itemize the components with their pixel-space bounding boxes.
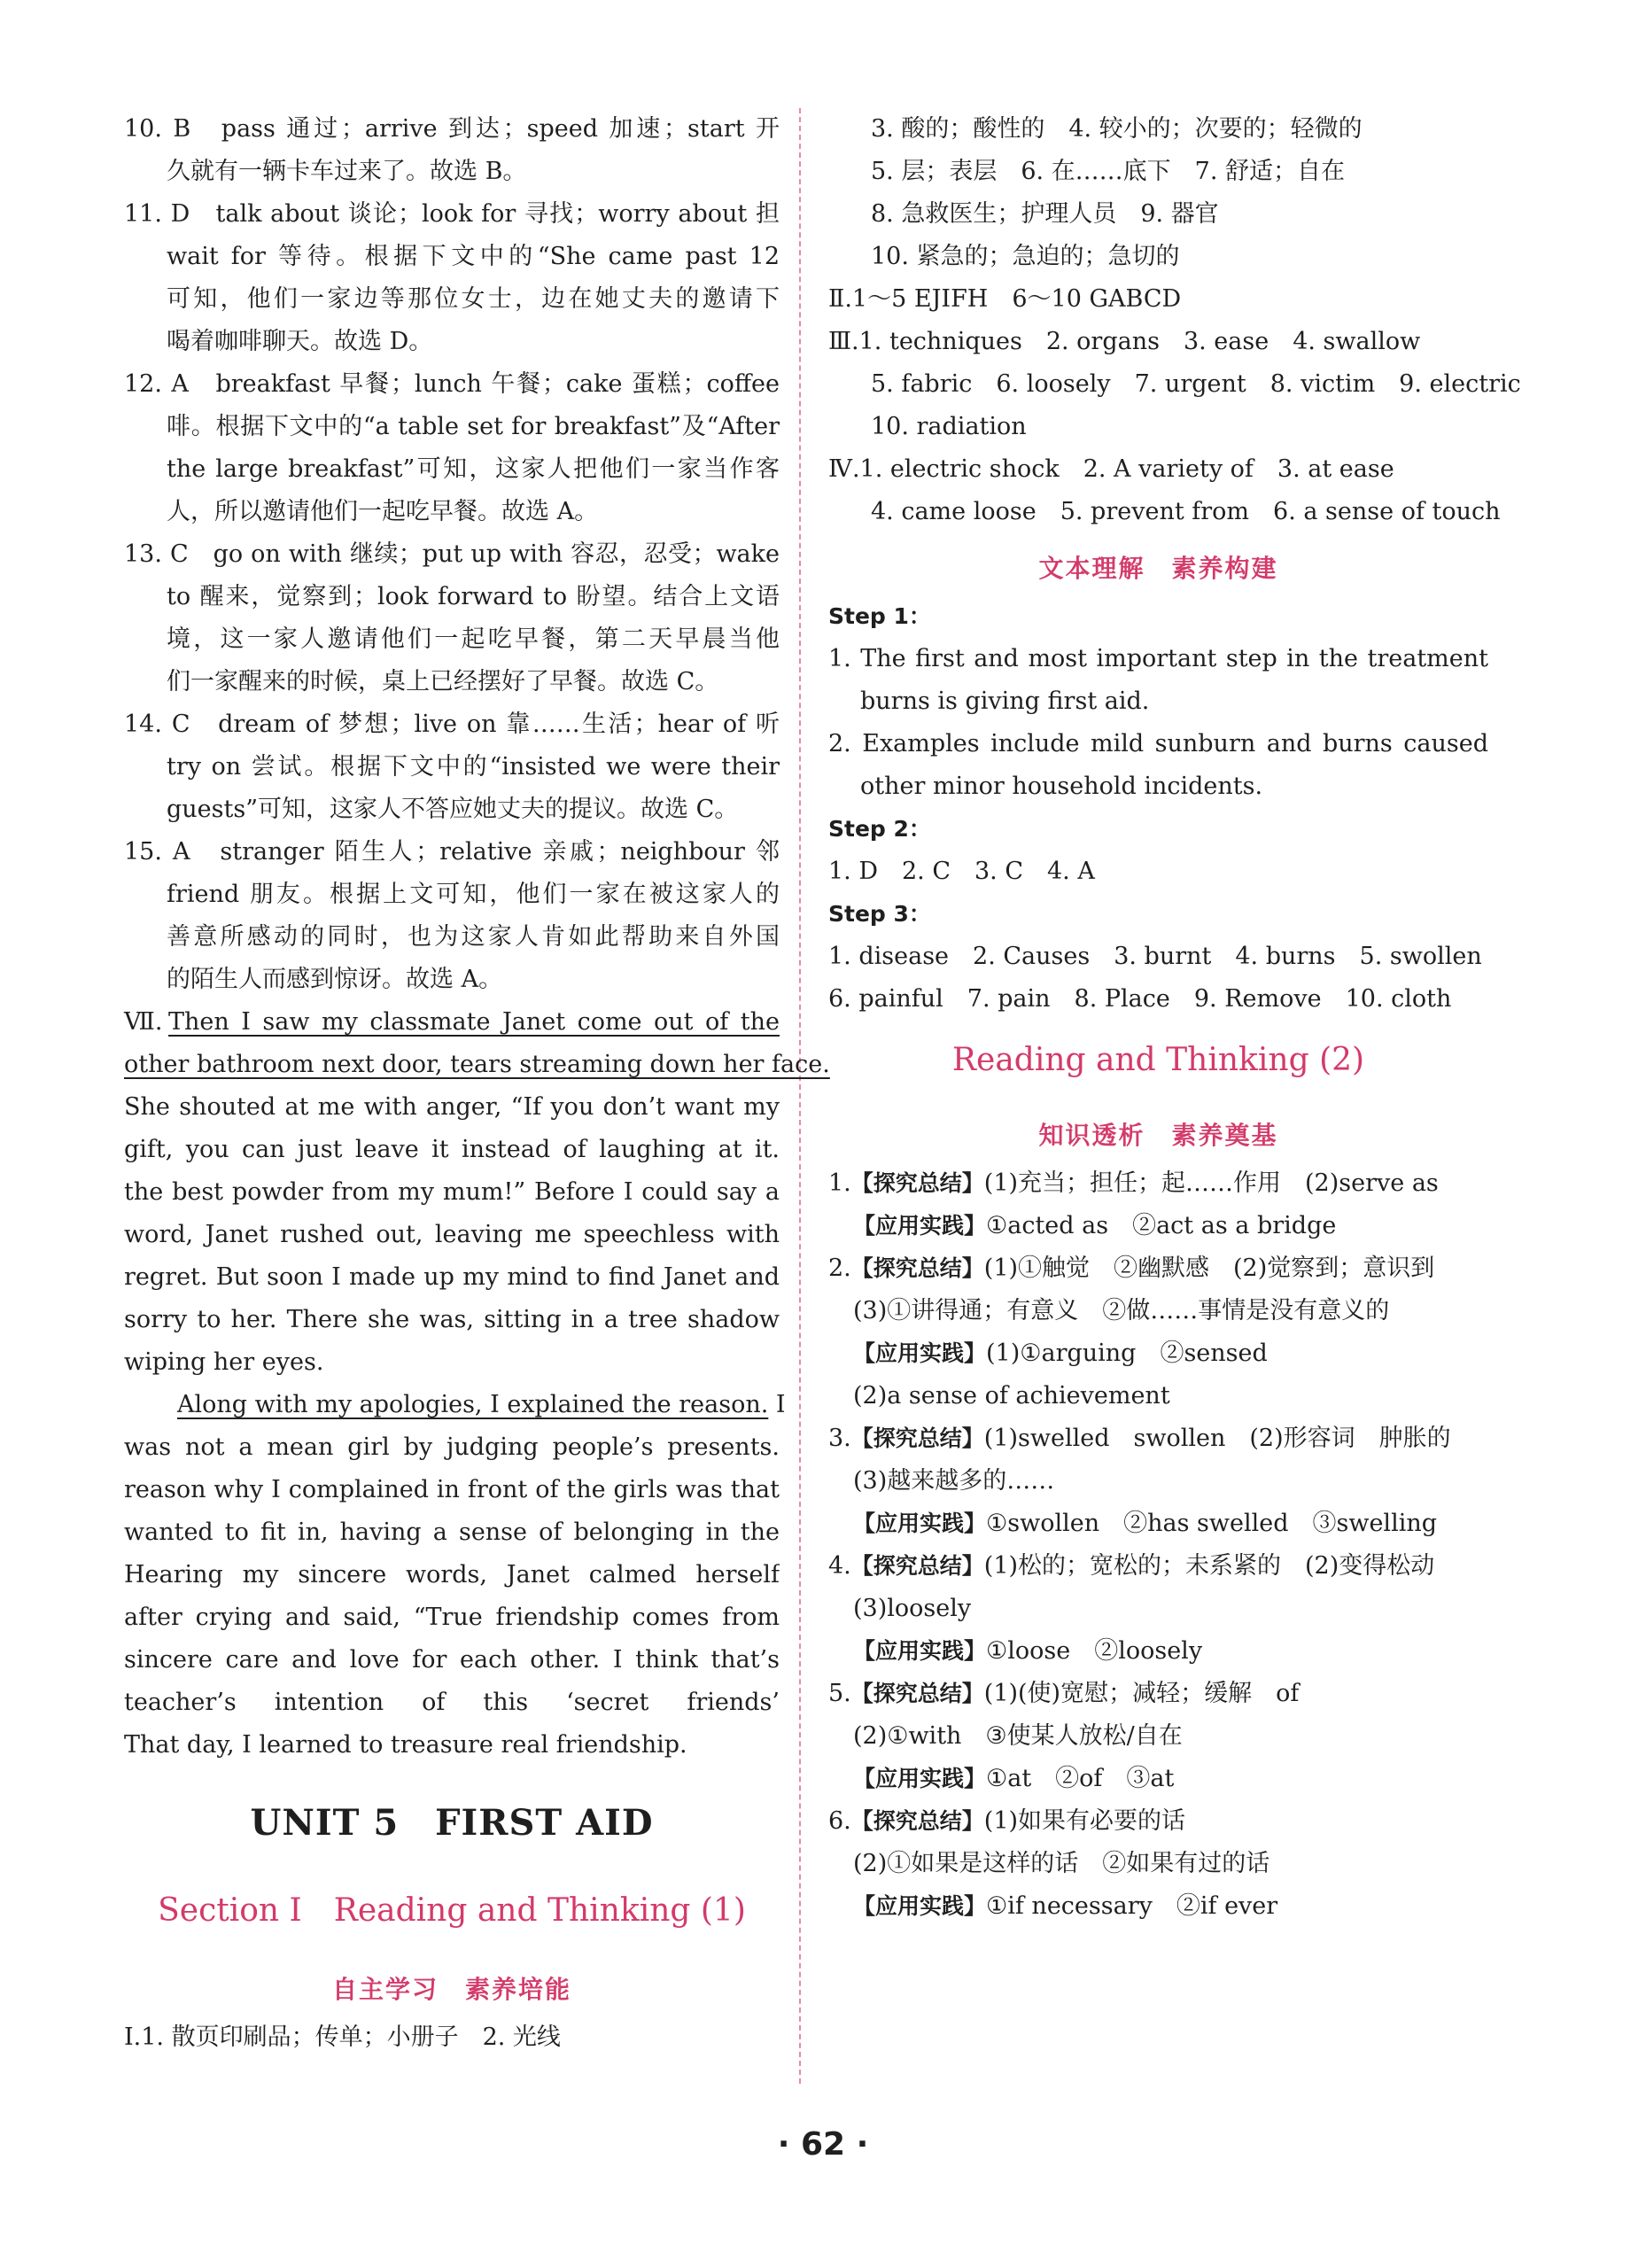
essay-paragraph-1 (124, 1001, 830, 1384)
vocab-continued (828, 108, 1488, 278)
text-line (828, 1418, 1488, 1460)
text-line (828, 1800, 1488, 1843)
part-3 (828, 321, 1521, 448)
underlined-sentence: Then I saw my classmate Janet come out of the (168, 1008, 780, 1036)
text-line: teacher’s intention of this ‘secret friends’ (124, 1689, 780, 1716)
step-label: Step 3： (828, 901, 931, 927)
right-column (828, 108, 1521, 1928)
left-column (124, 108, 830, 2059)
spacer (124, 1942, 780, 1963)
text-line: Ⅳ.1. electric shock 2. A variety of 3. at ease (828, 455, 1394, 483)
text-line: regret. But soon I made up my mind to find Janet and (124, 1263, 780, 1291)
text-line: burns is giving first aid. (860, 687, 1150, 715)
text-line: guests”可知，这家人不答应她丈夫的提议。故选 C。 (167, 796, 739, 823)
text-line: 善意所感动的同时，也为这家人肯如此帮助来自外国 (167, 923, 780, 951)
step-label: Step 1： (828, 603, 931, 629)
part-4 (828, 448, 1501, 533)
item-text: ①if necessary ②if ever (986, 1892, 1278, 1920)
tag-practice: 【应用实践】 (853, 1766, 987, 1791)
item-number: 3. (828, 1425, 851, 1452)
item-text: (1)①触觉 ②幽默感 (2)觉察到；意识到 (983, 1254, 1435, 1282)
tag-summary: 【探究总结】 (850, 1681, 984, 1706)
knowledge-item-4 (828, 1545, 1488, 1673)
answer-item-15 (124, 831, 780, 1001)
item-number: 1. (828, 1169, 851, 1197)
step-1-answers (828, 638, 1488, 808)
answer-item-10 (124, 108, 780, 193)
item-text: (1)(使)宽慰；减轻；缓解 of (983, 1680, 1300, 1707)
tag-practice: 【应用实践】 (853, 1638, 987, 1664)
section-title: Reading and Thinking (2) (951, 1042, 1365, 1078)
item-text: (1)①arguing ②sensed (986, 1340, 1268, 1367)
sub-heading: 文本理解 素养构建 (1038, 554, 1278, 583)
text-line: 12. A breakfast 早餐；lunch 午餐；cake 蛋糕；coffee (124, 370, 780, 398)
text-line: was not a mean girl by judging people’s presents. (124, 1433, 780, 1461)
item-text: (1)充当；担任；起……作用 (2)serve as (983, 1169, 1439, 1197)
text-line (828, 1545, 1488, 1588)
tag-practice: 【应用实践】 (853, 1893, 987, 1919)
item-number: 6. (828, 1807, 851, 1835)
tag-summary: 【探究总结】 (850, 1553, 984, 1579)
item-text: ①swollen ②has swelled ③swelling (986, 1510, 1438, 1537)
text-line (828, 1758, 1488, 1800)
step-3-answers (828, 936, 1488, 1021)
knowledge-item-2 (828, 1247, 1488, 1418)
step-label: Step 2： (828, 816, 931, 842)
text-line: word, Janet rushed out, leaving me speechless with (124, 1221, 780, 1248)
text-line: try on 尝试。根据下文中的“insisted we were their (167, 753, 780, 781)
text-line: Ⅲ.1. techniques 2. organs 3. ease 4. swallow (828, 328, 1421, 355)
text-line: the large breakfast”可知，这家人把他们一家当作客 (167, 455, 780, 483)
text-line: 10. radiation (871, 413, 1027, 440)
text-line: after crying and said, “True friendship comes from (124, 1604, 780, 1631)
item-text: (1)松的；宽松的；未系紧的 (2)变得松动 (983, 1552, 1435, 1580)
text-line: wiping her eyes. (124, 1348, 324, 1376)
text-line: 人，所以邀请他们一起吃早餐。故选 A。 (167, 498, 599, 525)
text-line: other minor household incidents. (860, 773, 1263, 800)
text-line: 3. 酸的；酸性的 4. 较小的；次要的；轻微的 (871, 115, 1363, 143)
underlined-sentence: other bathroom next door, tears streaming down her face. (124, 1051, 830, 1078)
text-line: 14. C dream of 梦想；live on 靠……生活；hear of 听 (124, 711, 780, 738)
text-line (828, 1162, 1488, 1205)
section-title: Section Ⅰ Reading and Thinking (1) (158, 1892, 746, 1929)
item-text: ①loose ②loosely (986, 1637, 1203, 1665)
knowledge-item-1 (828, 1162, 1488, 1247)
answer-item-13 (124, 533, 780, 703)
sub-heading: 知识透析 素养奠基 (1038, 1121, 1278, 1150)
item-text: (1)如果有必要的话 (983, 1807, 1186, 1835)
text-line: wait for 等待。根据下文中的“She came past 12 (167, 243, 780, 270)
item-text: (1)swelled swollen (2)形容词 肿胀的 (983, 1425, 1451, 1452)
answer-item-11 (124, 193, 780, 363)
text-line (828, 1630, 1488, 1673)
text-fragment: I (768, 1391, 786, 1418)
text-line: sincere care and love for each other. I think that’s (124, 1646, 780, 1674)
knowledge-item-5 (828, 1673, 1488, 1800)
answer-item-12 (124, 363, 780, 533)
text-line: sorry to her. There she was, sitting in a tree shadow (124, 1306, 780, 1333)
text-line: Ⅱ.1～5 EJIFH 6～10 GABCD (828, 285, 1182, 313)
item-number: 5. (828, 1680, 851, 1707)
text-line: 可知，他们一家边等那位女士，边在她丈夫的邀请下 (167, 285, 780, 313)
item-text: ①acted as ②act as a bridge (986, 1212, 1337, 1239)
text-line: to 醒来，觉察到；look forward to 盼望。结合上文语 (167, 583, 780, 610)
text-line: Ⅰ.1. 散页印刷品；传单；小册子 2. 光线 (124, 2023, 561, 2051)
text-line: 4. came loose 5. prevent from 6. a sense of touch (871, 498, 1501, 525)
text-line: (2)a sense of achievement (853, 1382, 1170, 1410)
text-line: 2. Examples include mild sunburn and burns caused (828, 730, 1488, 757)
item-number: 4. (828, 1552, 851, 1580)
text-line: She shouted at me with anger, “If you don’t want my (124, 1093, 780, 1121)
tag-practice: 【应用实践】 (853, 1213, 987, 1239)
text-line: 1. disease 2. Causes 3. burnt 4. burns 5. swollen (828, 943, 1482, 970)
text-line: (3)越来越多的…… (853, 1467, 1055, 1495)
text-line: 6. painful 7. pain 8. Place 9. Remove 10. cloth (828, 985, 1452, 1013)
text-line: Hearing my sincere words, Janet calmed herself (124, 1561, 780, 1588)
text-line: 1. The first and most important step in the treatment (828, 645, 1488, 672)
text-line: 8. 急救医生；护理人员 9. 器官 (871, 200, 1219, 228)
text-line: 5. 层；表层 6. 在……底下 7. 舒适；自在 (871, 158, 1346, 185)
text-line (828, 1247, 1488, 1290)
tag-practice: 【应用实践】 (853, 1340, 987, 1366)
section-label: Ⅶ. (124, 1008, 163, 1036)
text-line: 10. B pass 通过；arrive 到达；speed 加速；start 开 (124, 115, 780, 143)
tag-practice: 【应用实践】 (853, 1511, 987, 1536)
tag-summary: 【探究总结】 (850, 1170, 984, 1196)
text-line: 久就有一辆卡车过来了。故选 B。 (167, 158, 527, 185)
text-line: 喝着咖啡聊天。故选 D。 (167, 328, 433, 355)
text-line: (3)loosely (853, 1595, 972, 1622)
underlined-sentence: Along with my apologies, I explained the reason. (177, 1391, 769, 1418)
text-line: 的陌生人而感到惊讶。故选 A。 (167, 966, 503, 993)
text-line: the best powder from my mum!” Before I could say a (124, 1178, 780, 1206)
sub-heading: 自主学习 素养培能 (331, 1975, 571, 2004)
text-line: (3)①讲得通；有意义 ②做……事情是没有意义的 (853, 1297, 1390, 1324)
spacer (124, 1767, 780, 1788)
tag-summary: 【探究总结】 (850, 1255, 984, 1281)
knowledge-item-6 (828, 1800, 1488, 1928)
text-line (124, 1384, 786, 1426)
item-text: ①at ②of ③at (986, 1765, 1175, 1792)
text-line: 5. fabric 6. loosely 7. urgent 8. victim 9. electric (871, 370, 1521, 398)
text-line (828, 1503, 1488, 1545)
item-number: 2. (828, 1254, 851, 1282)
text-line: friend 朋友。根据上文可知，他们一家在被这家人的 (167, 881, 780, 908)
text-line: That day, I learned to treasure real friendship. (124, 1731, 687, 1759)
essay-paragraph-2 (124, 1384, 786, 1767)
text-line (828, 1332, 1488, 1375)
text-line: 1. D 2. C 3. C 4. A (828, 858, 1095, 885)
page-number: · 62 · (777, 2126, 869, 2163)
spacer (124, 1859, 780, 1880)
text-line: reason why I complained in front of the girls was that (124, 1476, 780, 1503)
text-line (828, 1673, 1488, 1715)
text-line: (2)①如果是这样的话 ②如果有过的话 (853, 1850, 1270, 1877)
answer-item-14 (124, 703, 780, 831)
text-line: gift, you can just leave it instead of laughing at it. (124, 1136, 780, 1163)
tag-summary: 【探究总结】 (850, 1808, 984, 1834)
text-line: (2)①with ③使某人放松/自在 (853, 1722, 1183, 1750)
text-line: 们一家醒来的时候，桌上已经摆好了早餐。故选 C。 (167, 668, 719, 695)
text-line: 啡。根据下文中的“a table set for breakfast”及“After (167, 413, 780, 440)
column-divider (799, 108, 801, 2084)
unit-title: UNIT 5 FIRST AID (250, 1802, 654, 1844)
text-line: 境，这一家人邀请他们一起吃早餐，第二天早晨当他 (167, 625, 780, 653)
text-line (828, 1205, 1488, 1247)
text-line: wanted to fit in, having a sense of belonging in the (124, 1518, 780, 1546)
text-line: 15. A stranger 陌生人；relative 亲戚；neighbour 邻 (124, 838, 780, 866)
text-line: 11. D talk about 谈论；look for 寻找；worry about 担 (124, 200, 780, 228)
knowledge-item-3 (828, 1418, 1488, 1545)
text-line (828, 1885, 1488, 1928)
text-line: 10. 紧急的；急迫的；急切的 (871, 243, 1180, 270)
tag-summary: 【探究总结】 (850, 1425, 984, 1451)
text-line: 13. C go on with 继续；put up with 容忍，忍受；wake (124, 540, 780, 568)
text-line (124, 1001, 780, 1044)
